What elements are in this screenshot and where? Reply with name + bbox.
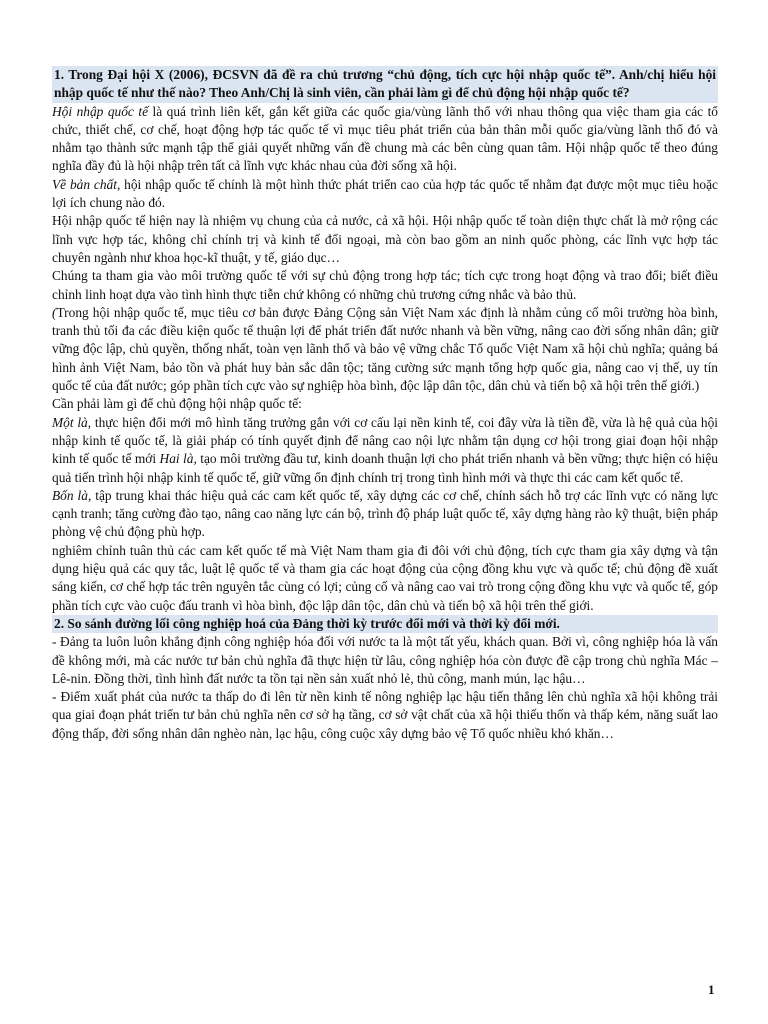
paragraph-participation: Chúng ta tham gia vào môi trường quốc tế với sự chủ động trong hợp tác; tích cực trong hoạt động và trao đổi; biết điều chỉnh linh hoạt dựa vào tình hình thực tiễn chứ không có những chủ trương cứng nhắc và bảo thủ.	[52, 268, 718, 302]
paragraph-task: Hội nhập quốc tế hiện nay là nhiệm vụ chung của cả nước, cả xã hội. Hội nhập quốc tế toàn diện thực chất là mở rộng các lĩnh vực hợp tác, không chỉ chính trị và kinh tế đối ngoại, mà còn bao gồm an ninh quốc phòng, các lĩnh vực hợp tác chuyên ngành như khoa học-kĩ thuật, y tế, giáo dục…	[52, 213, 718, 265]
paragraph-goals: (Trong hội nhập quốc tế, mục tiêu cơ bản được Đảng Cộng sản Việt Nam xác định là nhằm củng cố môi trường hòa bình, tranh thủ tối đa các điều kiện quốc tế thuận lợi để phát triển đất nước nhanh và bền vững, nâng cao đời sống nhân dân; giữ vững độc lập, chủ quyền, thống nhất, toàn vẹn lãnh thổ và bảo vệ vững chắc Tổ quốc Việt Nam xã hội chủ nghĩa; quảng bá hình ảnh Việt Nam, bảo tồn và phát huy bản sắc dân tộc; tăng cường sức mạnh tổng hợp quốc gia, nâng cao vị thế, uy tín quốc tế của đất nước; góp phần tích cực vào sự nghiệp hòa bình, độc lập dân tộc, dân chủ và tiến bộ xã hội trên thế giới.)	[52, 304, 718, 394]
paragraph-four: Bốn là, tập trung khai thác hiệu quả các cam kết quốc tế, xây dựng các cơ chế, chính sách hỗ trợ các lĩnh vực có năng lực cạnh tranh; tăng cường đào tạo, nâng cao năng lực cán bộ, trình độ pháp luật quốc tế, xây dựng hàng rào kỹ thuật, biện pháp phòng vệ chủ động phù hợp.	[52, 487, 718, 540]
paragraph-what-to-do: Cần phải làm gì để chủ động hội nhập quốc tế:	[52, 396, 302, 412]
term-hoi-nhap: Hội nhập quốc tế	[52, 103, 149, 119]
term-bon-la: Bốn là	[52, 487, 88, 503]
question-2-heading: 2. So sánh đường lối công nghiệp hoá của Đảng thời kỳ trước đổi mới và thời kỳ đổi mới.	[52, 615, 718, 633]
term-hai-la: Hai là	[159, 451, 194, 467]
term-ban-chat: Về bản chất	[52, 176, 117, 192]
page-number: 1	[708, 982, 715, 997]
term-mot-la: Một là	[52, 414, 88, 430]
paragraph-industrialization-1: - Đảng ta luôn luôn khẳng định công nghiệp hóa đối với nước ta là một tất yếu, khách quan. Bởi vì, công nghiệp hóa là vấn đề không mới, mà các nước tư bản chủ nghĩa đã thực hiện từ lâu, công nghiệp hóa còn được đề cập trong chủ nghĩa Mác – Lê-nin. Đồng thời, tình hình đất nước ta tồn tại nền sản xuất nhỏ lẻ, thủ công, manh mún, lạc hậu…	[52, 634, 718, 686]
paragraph-industrialization-2: - Điểm xuất phát của nước ta thấp do đi lên từ nền kinh tế nông nghiệp lạc hậu tiến thẳng lên chủ nghĩa xã hội không trải qua giai đoạn phát triển tư bản chủ nghĩa nên cơ sở hạ tầng, cơ sở vật chất của xã hội thiếu thốn và thấp kém, năng suất lao động thấp, đời sống nhân dân nghèo nàn, lạc hậu, công cuộc xây dựng bảo vệ Tổ quốc nhiều khó khăn…	[52, 689, 718, 741]
paragraph-nature: Về bản chất, hội nhập quốc tế chính là một hình thức phát triển cao của hợp tác quốc tế nhằm đạt được một mục tiêu hoặc lợi ích chung nào đó.	[52, 176, 718, 211]
question-1-heading: 1. Trong Đại hội X (2006), ĐCSVN đã đề ra chủ trương “chủ động, tích cực hội nhập quốc tế”. Anh/chị hiểu hội nhập quốc tế như thế nào? Theo Anh/Chị là sinh viên, cần phải làm gì để chủ động hội nhập quốc tế?	[52, 66, 718, 103]
document-body	[52, 66, 718, 743]
paragraph-commitments: nghiêm chỉnh tuân thủ các cam kết quốc tế mà Việt Nam tham gia đi đôi với chủ động, tích cực tham gia xây dựng và tận dụng hiệu quả các quy tắc, luật lệ quốc tế và tham gia các hoạt động của cộng đồng khu vực và quốc tế; chủ động đề xuất sáng kiến, cơ chế hợp tác trên nguyên tắc cùng có lợi; củng cố và nâng cao vai trò trong cộng đồng khu vực và quốc tế, góp phần tích cực vào cuộc đấu tranh vì hòa bình, độc lập dân tộc, dân chủ và tiến bộ xã hội trên thế giới.	[52, 542, 718, 613]
paragraph-definition: Hội nhập quốc tế là quá trình liên kết, gắn kết giữa các quốc gia/vùng lãnh thổ với nhau thông qua việc tham gia các tổ chức, thiết chế, cơ chế, hoạt động hợp tác quốc tế vì mục tiêu phát triển của bản thân mỗi quốc gia/vùng lãnh thổ đó và nhằm tạo thành sức mạnh tập thể giải quyết những vấn đề chung mà các bên cùng quan tâm. Hội nhập quốc tế theo đúng nghĩa đầy đủ là hội nhập trên tất cả lĩnh vực khác nhau của đời sống xã hội.	[52, 103, 718, 174]
paragraph-one-two: Một là, thực hiện đổi mới mô hình tăng trưởng gắn với cơ cấu lại nền kinh tế, coi đây vừa là tiền đề, vừa là hệ quả của hội nhập kinh tế quốc tế, là giải pháp có tính quyết định để nâng cao nội lực nhằm tận dụng cơ hội trong giai đoạn hội nhập kinh tế quốc tế mới Hai là, tạo môi trường đầu tư, kinh doanh thuận lợi cho phát triển nhanh và bền vững; thực hiện có hiệu quả tiến trình hội nhập kinh tế quốc tế, giữ vững ổn định chính trị trong tình hình mới và thực thi các cam kết quốc tế.	[52, 414, 718, 485]
